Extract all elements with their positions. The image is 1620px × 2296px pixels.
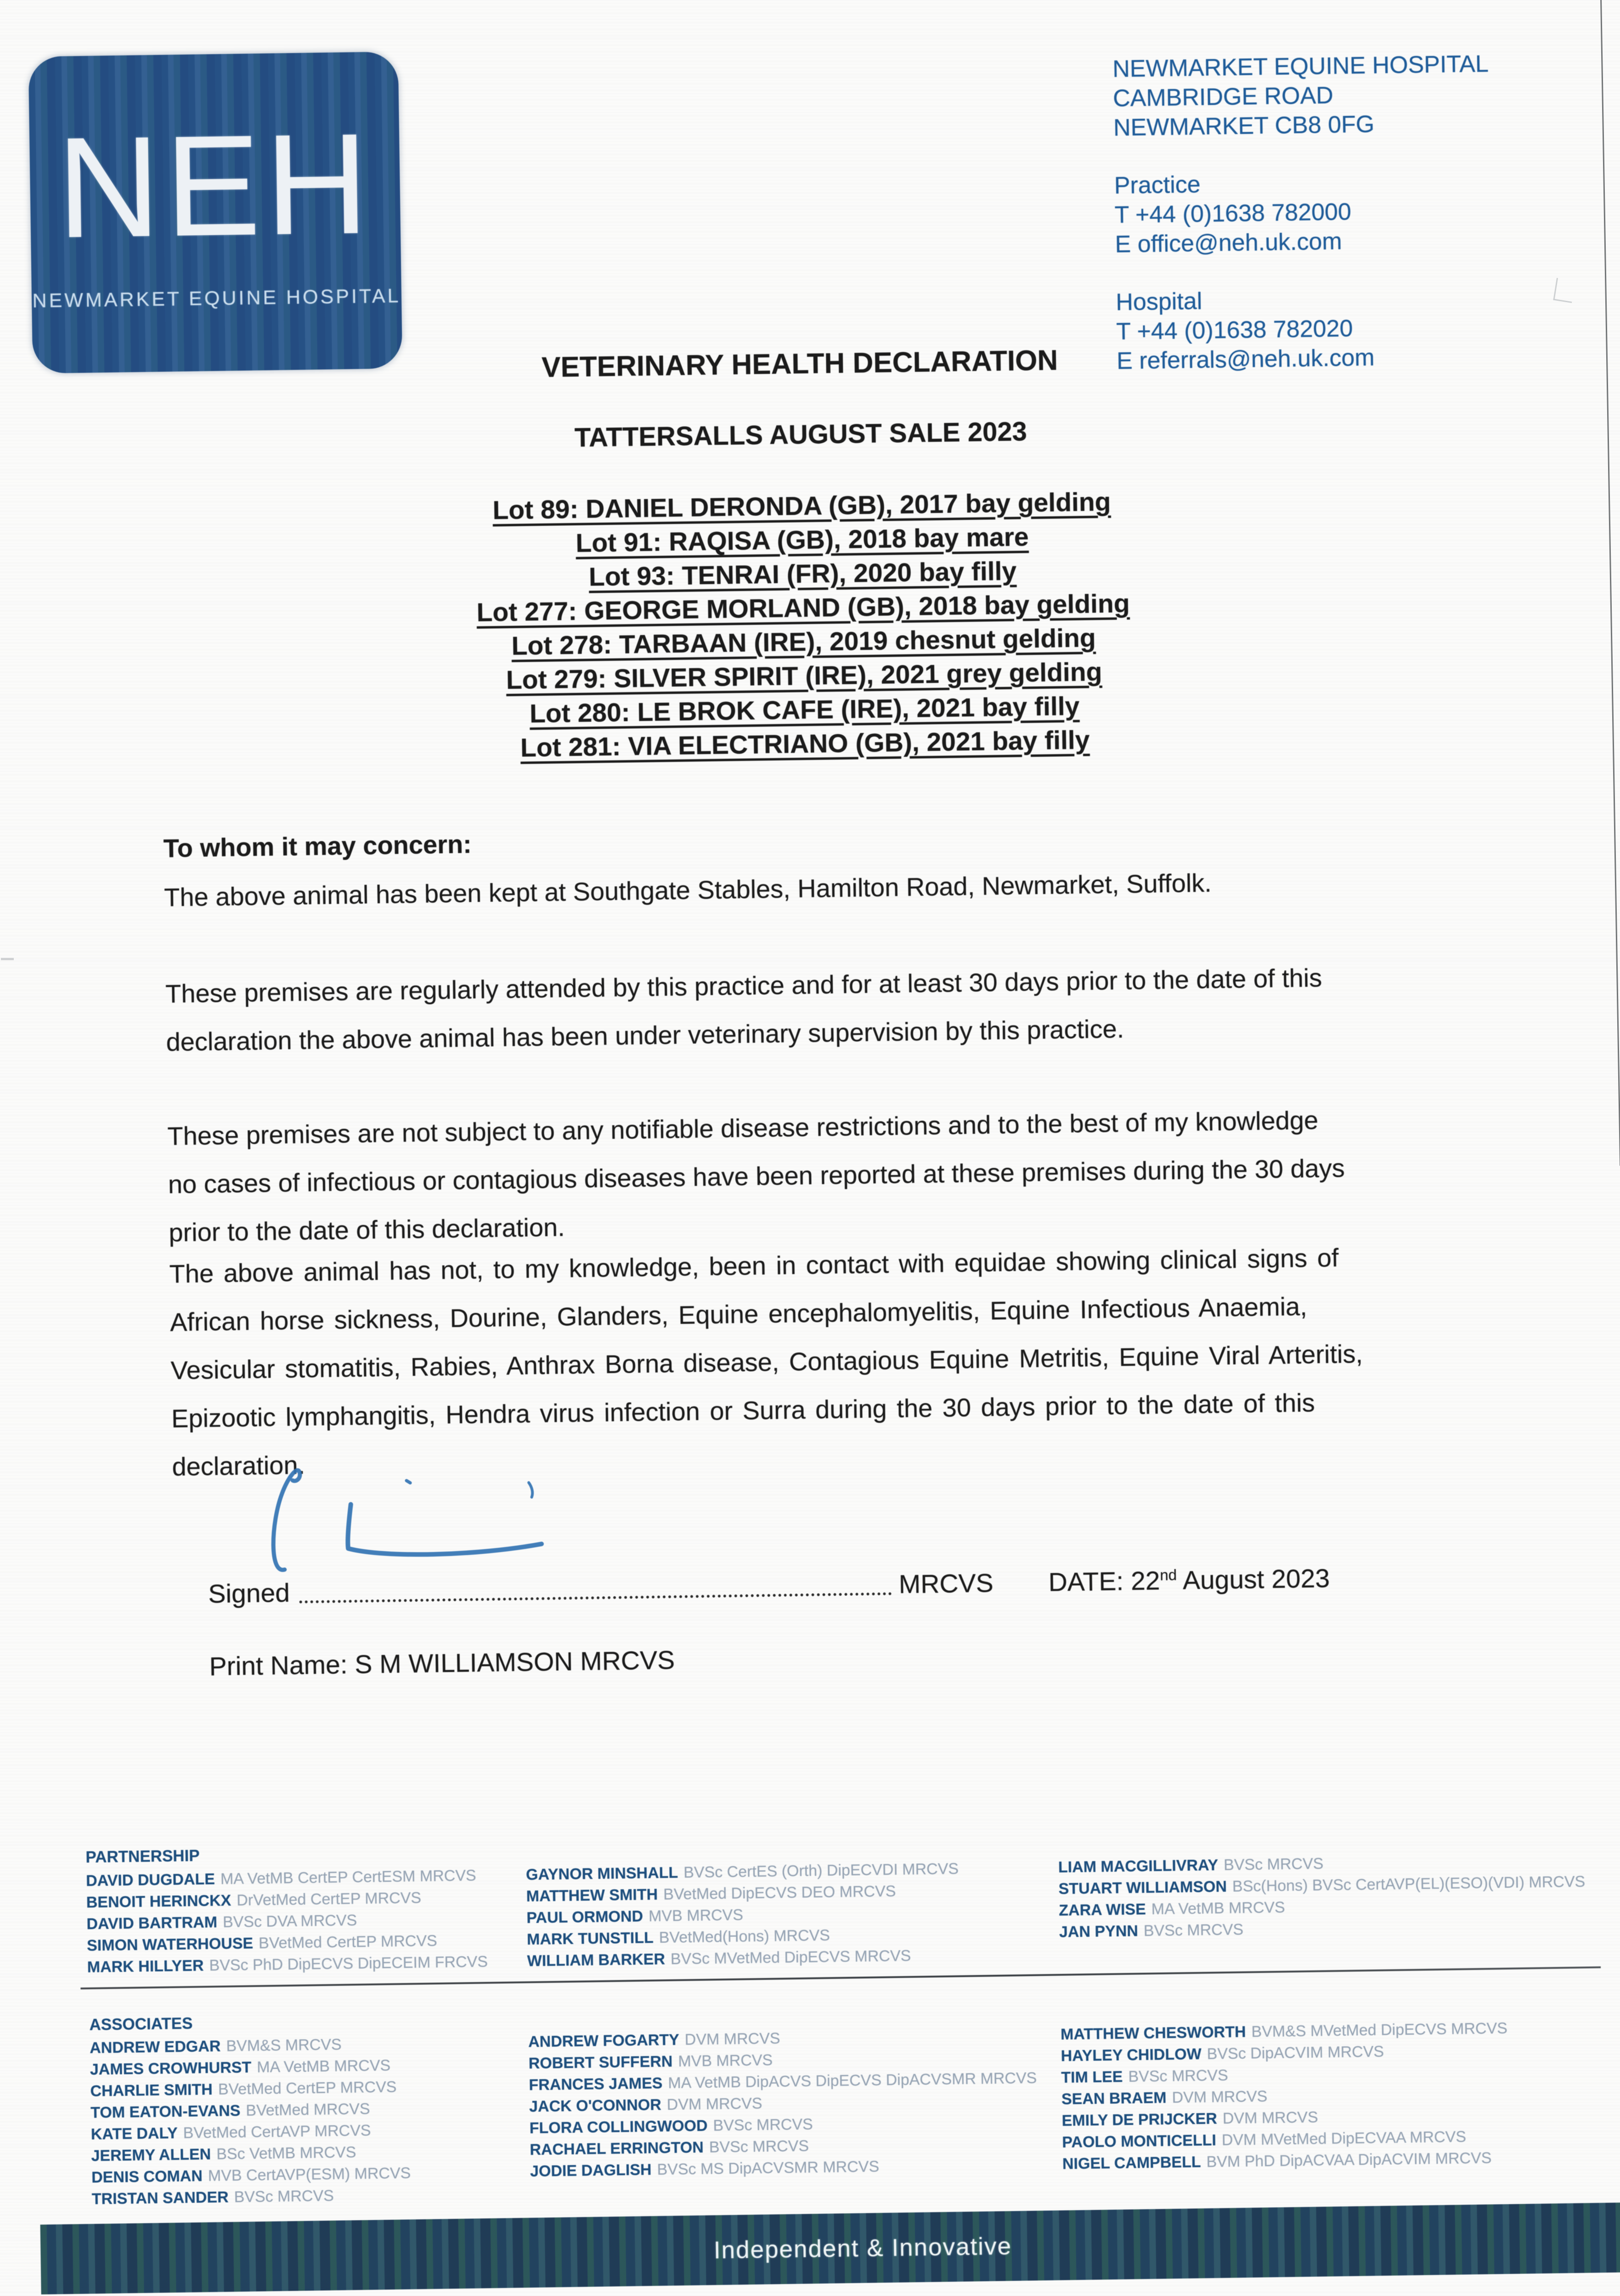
associates-column-3 [1061, 2018, 1509, 2175]
print-name: Print Name: S M WILLIAMSON MRCVS [209, 1645, 675, 1682]
paragraph-premises-attended: These premises are regularly attended by this practice and for at least 30 days prior to the date of this declaration the above animal has been under veterinary supervision by this practice. [165, 963, 1322, 1057]
partnership-column-3 [1058, 1850, 1586, 1943]
staff-member: FRANCES JAMES MA VetMB DipACVS DipECVS DipACVSMR MRCVS [529, 2069, 1037, 2094]
partnership-column-1 [86, 1865, 488, 1978]
lot-line: Lot 277: GEORGE MORLAND (GB), 2018 bay gelding [476, 589, 1130, 628]
staff-member: TOM EATON-EVANS BVetMed MRCVS [90, 2100, 370, 2122]
staff-member: PAUL ORMOND MVB MRCVS [526, 1906, 744, 1927]
scan-smudge-left [1, 958, 14, 960]
staff-member: JAMES CROWHURST MA VetMB MRCVS [90, 2056, 391, 2079]
neh-logo-name: NEWMARKET EQUINE HOSPITAL [32, 285, 401, 312]
staff-member: GAYNOR MINSHALL BVSc CertES (Orth) DipECVDI MRCVS [525, 1860, 959, 1884]
staff-member: JACK O'CONNOR DVM MRCVS [529, 2094, 762, 2116]
staff-member: RACHAEL ERRINGTON BVSc MRCVS [530, 2137, 809, 2159]
associates-column-2 [528, 2024, 1038, 2182]
hospital-contact: Hospital T +44 (0)1638 782020 E referrals@neh.uk.com [1115, 287, 1375, 375]
staff-member: WILLIAM BARKER BVSc MVetMed DipECVS MRCVS [527, 1947, 911, 1970]
practice-contact: Practice T +44 (0)1638 782000 E office@neh.uk.com [1114, 171, 1352, 258]
neh-logo-abbreviation: NEH [56, 104, 374, 268]
staff-member: SEAN BRAEM DVM MRCVS [1061, 2088, 1268, 2108]
footer-band [40, 2202, 1620, 2295]
lot-line: Lot 280: LE BROK CAFE (IRE), 2021 bay filly [529, 691, 1080, 729]
staff-member: FLORA COLLINGWOOD BVSc MRCVS [529, 2116, 813, 2137]
lot-list [129, 480, 1478, 771]
staff-member: JEREMY ALLEN BSc VetMB MRCVS [91, 2144, 356, 2165]
lot-line: Lot 281: VIA ELECTRIANO (GB), 2021 bay filly [520, 725, 1090, 763]
scan-smudge-right [1553, 278, 1575, 303]
staff-member: ZARA WISE MA VetMB MRCVS [1058, 1898, 1285, 1919]
associates-heading: ASSOCIATES [89, 2014, 193, 2034]
footer-tagline: Independent & Innovative [713, 2232, 1012, 2264]
date-ordinal-suffix: nd [1160, 1566, 1177, 1584]
staff-member: DAVID BARTRAM BVSc DVA MRCVS [86, 1911, 357, 1933]
staff-member: KATE DALY BVetMed CertAVP MRCVS [90, 2122, 371, 2144]
paragraph-kept-at: The above animal has been kept at Southgate Stables, Hamilton Road, Newmarket, Suffolk. [164, 868, 1212, 912]
lot-line: Lot 93: TENRAI (FR), 2020 bay filly [588, 556, 1017, 592]
date-value: DATE: 22nd August 2023 [1048, 1564, 1330, 1597]
lot-line: Lot 89: DANIEL DERONDA (GB), 2017 bay gelding [492, 487, 1111, 525]
associates-column-1 [90, 2033, 411, 2210]
lot-line: Lot 278: TARBAAN (IRE), 2019 chesnut gelding [511, 623, 1096, 661]
staff-member: ROBERT SUFFERN MVB MRCVS [528, 2051, 773, 2072]
staff-member: LIAM MACGILLIVRAY BVSc MRCVS [1058, 1855, 1324, 1876]
document-subtitle: TATTERSALLS AUGUST SALE 2023 [574, 416, 1027, 453]
signed-label: Signed [208, 1578, 290, 1609]
neh-logo [28, 51, 403, 373]
staff-member: MARK HILLYER BVSc PhD DipECVS DipECEIM FRCVS [87, 1953, 488, 1976]
staff-member: MARK TUNSTILL BVetMed(Hons) MRCVS [526, 1926, 830, 1948]
paragraph-no-contact-diseases: The above animal has not, to my knowledge, been in contact with equidae showing clinical signs of African horse sickness, Dourine, Glanders, Equine encephalomyelitis, Equine Infectious Anaemia, Vesicular stomatitis, Rabies, Anthrax Borna disease, Contagious Equine Metritis, Equine Viral Arteritis, Epizootic lymphangitis, Hendra virus infection or Surra during the 30 days prior to the date of this declaration. [169, 1243, 1363, 1481]
salutation: To whom it may concern: [163, 829, 472, 863]
staff-member: CHARLIE SMITH BVetMed CertEP MRCVS [90, 2078, 397, 2100]
staff-member: EMILY DE PRIJCKER DVM MRCVS [1061, 2108, 1318, 2130]
staff-member: ANDREW FOGARTY DVM MRCVS [528, 2030, 780, 2051]
staff-member: JAN PYNN BVSc MRCVS [1059, 1920, 1244, 1941]
staff-member: BENOIT HERINCKX DrVetMed CertEP MRCVS [86, 1889, 422, 1912]
paragraph-no-restrictions: These premises are not subject to any notifiable disease restrictions and to the best of my knowledge no cases of infectious or contagious diseases have been reported at these premises during the 30 days prior to the date of this declaration. [167, 1105, 1345, 1247]
staff-member: TRISTAN SANDER BVSc MRCVS [91, 2187, 334, 2208]
document-title: VETERINARY HEALTH DECLARATION [541, 344, 1058, 383]
staff-member: MATTHEW SMITH BVetMed DipECVS DEO MRCVS [526, 1882, 896, 1905]
staff-member: HAYLEY CHIDLOW BVSc DipACVIM MRCVS [1061, 2043, 1384, 2065]
staff-member: PAOLO MONTICELLI DVM MVetMed DipECVAA MRCVS [1062, 2128, 1467, 2151]
post-nominals: MRCVS [898, 1568, 994, 1599]
handwritten-signature [254, 1449, 605, 1578]
staff-member: DAVID DUGDALE MA VetMB CertEP CertESM MRCVS [85, 1867, 476, 1890]
staff-member: JODIE DAGLISH BVSc MS DipACVSMR MRCVS [530, 2158, 880, 2180]
staff-member: SIMON WATERHOUSE BVetMed CertEP MRCVS [86, 1932, 437, 1955]
staff-member: DENIS COMAN MVB CertAVP(ESM) MRCVS [91, 2164, 411, 2187]
staff-member: NIGEL CAMPBELL BVM PhD DipACVAA DipACVIM MRCVS [1062, 2149, 1492, 2173]
staff-member: MATTHEW CHESWORTH BVM&S MVetMed DipECVS MRCVS [1060, 2019, 1508, 2043]
hospital-address: NEWMARKET EQUINE HOSPITAL CAMBRIDGE ROAD NEWMARKET CB8 0FG [1112, 51, 1489, 141]
lot-line: Lot 279: SILVER SPIRIT (IRE), 2021 grey gelding [506, 657, 1102, 695]
staff-member: ANDREW EDGAR BVM&S MRCVS [89, 2036, 342, 2057]
partnership-heading: PARTNERSHIP [85, 1846, 200, 1867]
partnership-column-2 [526, 1858, 960, 1972]
staff-member: TIM LEE BVSc MRCVS [1061, 2066, 1228, 2087]
lot-line: Lot 91: RAQISA (GB), 2018 bay mare [576, 522, 1029, 558]
staff-member: STUART WILLIAMSON BSc(Hons) BVSc CertAVP(EL)(ESO)(VDI) MRCVS [1058, 1873, 1586, 1898]
